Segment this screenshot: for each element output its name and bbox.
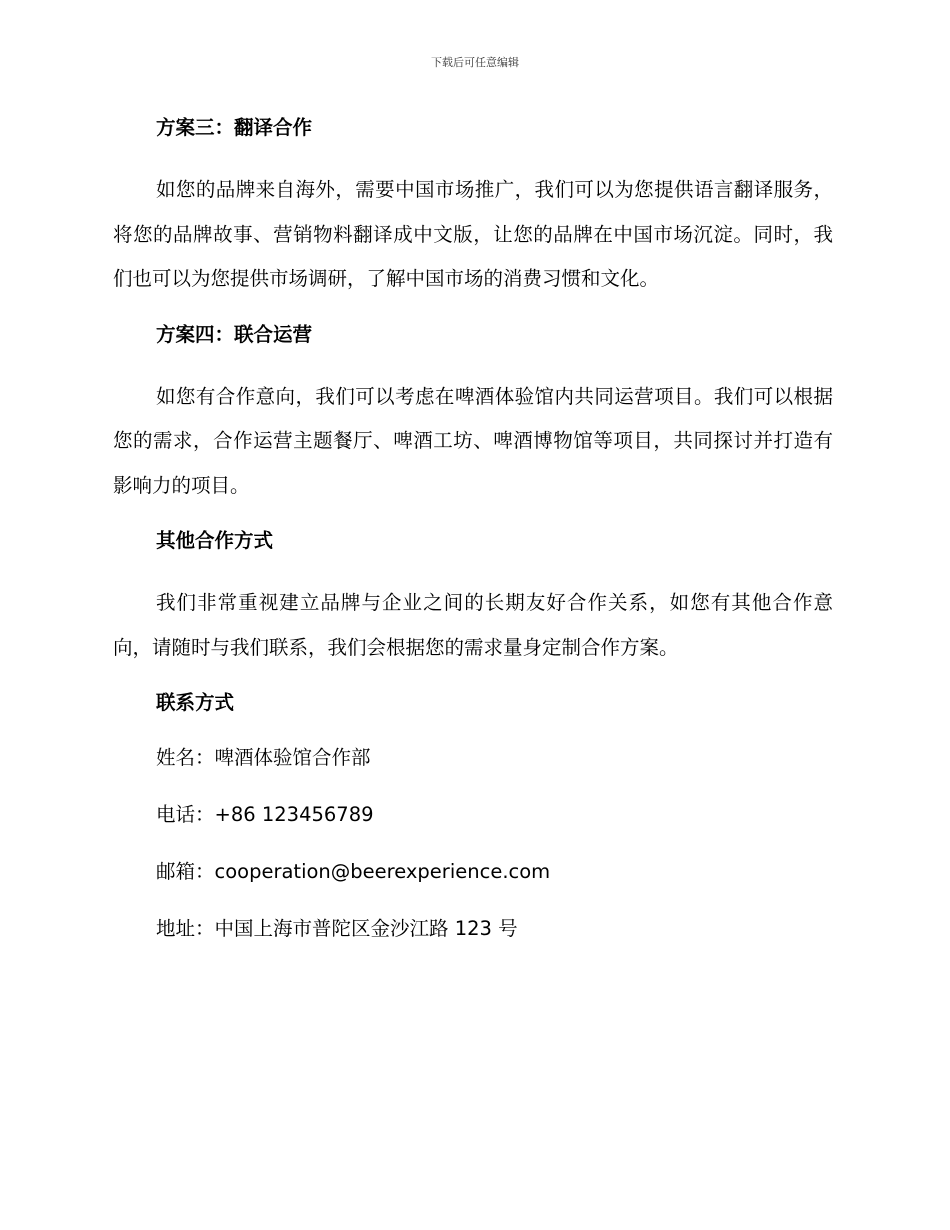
document-body — [113, 112, 833, 971]
contact-address: 地址：中国上海市普陀区金沙江路 123 号 — [156, 917, 518, 940]
section-heading-other-cooperation: 其他合作方式 — [156, 529, 274, 552]
contact-email: 邮箱：cooperation@beerexperience.com — [156, 860, 551, 883]
contact-name: 姓名：啤酒体验馆合作部 — [156, 746, 371, 769]
section-paragraph-joint-operation: 如您有合作意向，我们可以考虑在啤酒体验馆内共同运营项目。我们可以根据您的需求，合作运营主题餐厅、啤酒工坊、啤酒博物馆等项目，共同探讨并打造有影响力的项目。 — [113, 384, 833, 497]
section-paragraph-translation: 如您的品牌来自海外，需要中国市场推广，我们可以为您提供语言翻译服务，将您的品牌故事、营销物料翻译成中文版，让您的品牌在中国市场沉淀。同时，我们也可以为您提供市场调研，了解中国市场的消费习惯和文化。 — [113, 178, 833, 290]
section-heading-joint-operation: 方案四：联合运营 — [156, 322, 313, 346]
contact-heading: 联系方式 — [156, 691, 235, 714]
contact-phone: 电话：+86 123456789 — [156, 803, 374, 826]
page-header-note: 下载后可任意编辑 — [431, 56, 519, 69]
section-heading-translation: 方案三：翻译合作 — [156, 116, 313, 139]
section-paragraph-other-cooperation: 我们非常重视建立品牌与企业之间的长期友好合作关系，如您有其他合作意向，请随时与我们联系，我们会根据您的需求量身定制合作方案。 — [113, 591, 833, 659]
